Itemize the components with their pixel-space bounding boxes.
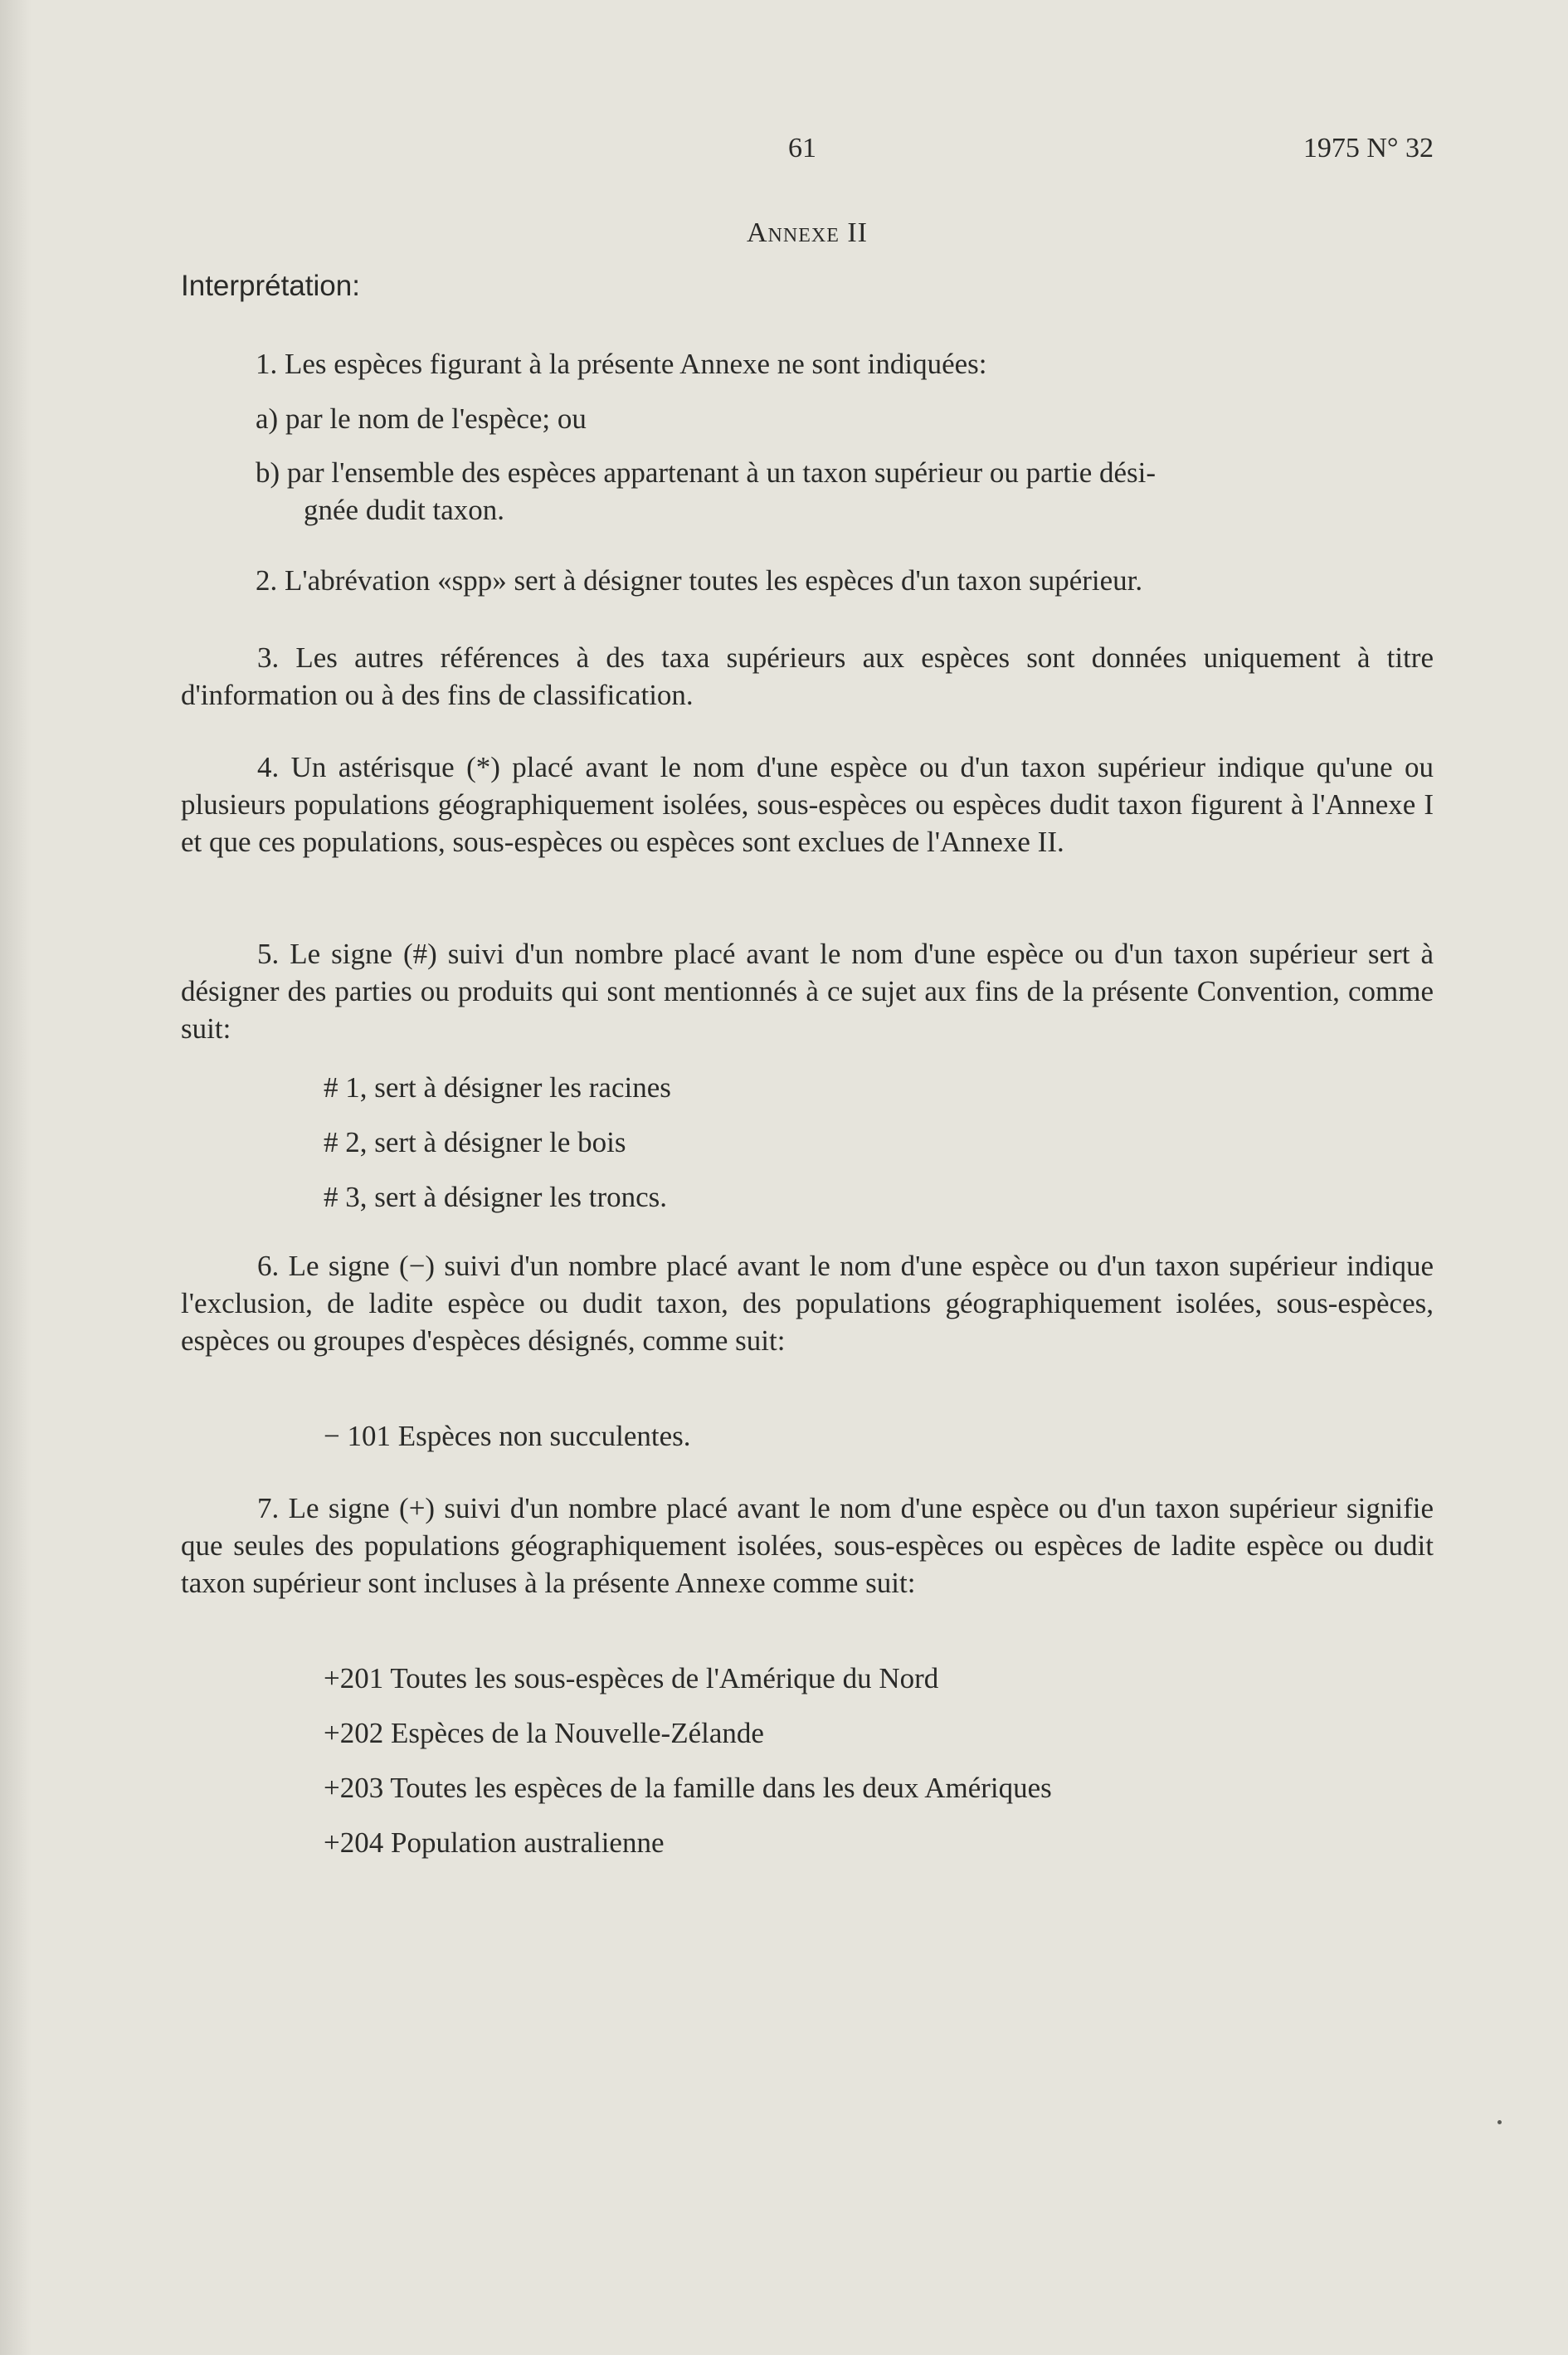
plus-code-line: +203 Toutes les espèces de la famille dans les deux Amériques (324, 1772, 1052, 1804)
paragraph-1a: a) par le nom de l'espèce; ou (256, 402, 587, 435)
paragraph-1b-line2: gnée dudit taxon. (304, 494, 505, 526)
paragraph-2: 2. L'abrévation «spp» sert à désigner toutes les espèces d'un taxon supérieur. (256, 564, 1143, 597)
plus-code-line: +204 Population australienne (324, 1826, 665, 1859)
paragraph-3: 3. Les autres références à des taxa supérieurs aux espèces sont données uniquement à titre d'information ou à des fins de classification. (181, 641, 1434, 711)
page-gutter-shadow (0, 0, 32, 2355)
page-number: 61 (788, 133, 816, 163)
paragraph-5: 5. Le signe (#) suivi d'un nombre placé avant le nom d'une espèce ou d'un taxon supérieur sert à désigner des parties ou produits qui sont mentionnés à ce sujet aux fins de la présente Convention, comme suit: (181, 938, 1434, 1045)
page-header (181, 133, 1434, 166)
hash-code-line: # 2, sert à désigner le bois (324, 1126, 626, 1158)
plus-code-line: +201 Toutes les sous-espèces de l'Amérique du Nord (324, 1662, 939, 1694)
year-document-number: 1975 N° 32 (1303, 133, 1434, 163)
hash-code-line: # 3, sert à désigner les troncs. (324, 1181, 668, 1213)
hash-code-line: # 1, sert à désigner les racines (324, 1071, 671, 1104)
annex-title: Annexe II (746, 217, 868, 248)
minus-code-line: − 101 Espèces non succulentes. (324, 1420, 691, 1452)
paper-speck (1497, 2120, 1502, 2124)
plus-code-line: +202 Espèces de la Nouvelle-Zélande (324, 1717, 764, 1749)
interpretation-heading: Interprétation: (181, 270, 360, 302)
paragraph-6: 6. Le signe (−) suivi d'un nombre placé avant le nom d'une espèce ou d'un taxon supérieur indique l'exclusion, de ladite espèce ou dudit taxon, des populations géographiquement isolées, sous-espèces, espèces ou groupes d'espèces désignés, comme suit: (181, 1250, 1434, 1357)
paragraph-4: 4. Un astérisque (*) placé avant le nom d'une espèce ou d'un taxon supérieur indique qu'une ou plusieurs populations géographiquement isolées, sous-espèces ou espèces dudit taxon figurent à l'Annexe I et que ces populations, sous-espèces ou espèces sont exclues de l'Annexe II. (181, 751, 1434, 858)
paragraph-1b-line1: b) par l'ensemble des espèces appartenant à un taxon supérieur ou partie dési- (256, 456, 1157, 489)
paragraph-1: 1. Les espèces figurant à la présente Annexe ne sont indiquées: (256, 348, 987, 380)
paragraph-7: 7. Le signe (+) suivi d'un nombre placé avant le nom d'une espèce ou d'un taxon supérieur signifie que seules des populations géographiquement isolées, sous-espèces ou espèces de ladite espèce ou dudit taxon supérieur sont incluses à la présente Annexe comme suit: (181, 1492, 1434, 1599)
